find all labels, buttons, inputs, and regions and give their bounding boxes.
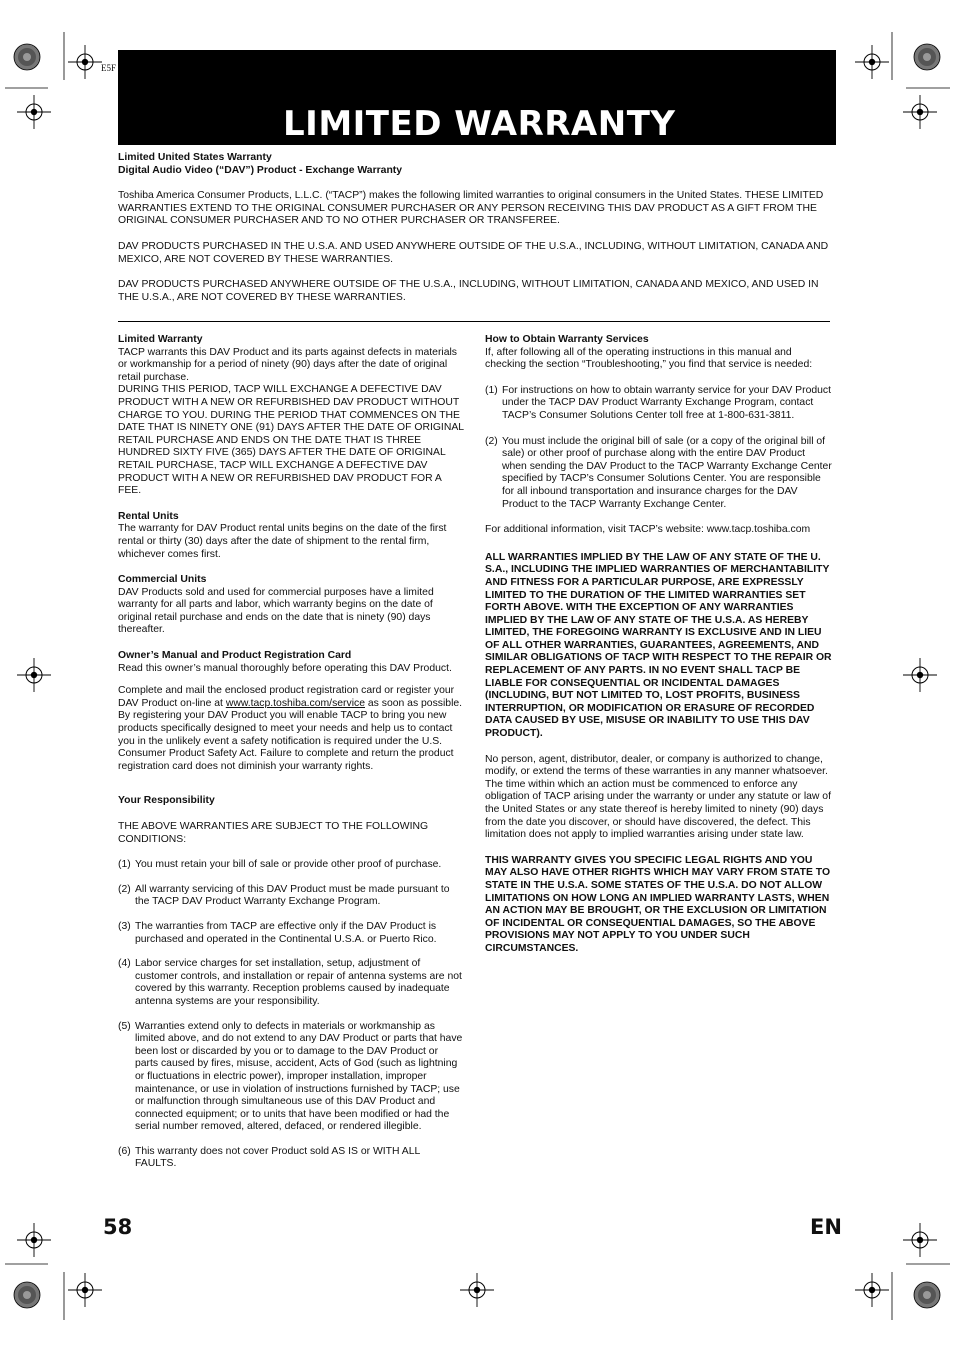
list-number: (1) [485, 384, 498, 396]
list-item [485, 436, 832, 512]
body-text: For additional information, visit TACP’s website: www.tacp.toshiba.com [485, 524, 811, 536]
section-heading: Owner’s Manual and Product Registration Card [118, 650, 352, 662]
language-label: EN [810, 1215, 842, 1239]
page-title: LIMITED WARRANTY [283, 104, 676, 144]
body-text: Read this owner’s manual thoroughly before operating this DAV Product. [118, 662, 452, 674]
body-text: DAV Products sold and used for commercial purposes have a limited warranty for all parts and labor, which warranty begins on the date of original retail purchase and ends on the date that is ninety (90) days thereafter. [118, 586, 434, 636]
section-heading: Limited Warranty [118, 334, 203, 345]
body-text: Complete and mail the enclosed product registration card or register your DAV Product on-line at [118, 685, 455, 709]
section-divider [118, 321, 830, 322]
registration-mark-icon [68, 45, 102, 79]
list-number: (5) [118, 1020, 131, 1032]
list-number: (6) [118, 1145, 131, 1157]
body-text [118, 685, 464, 773]
left-column [118, 334, 464, 1171]
registration-mark-icon [855, 1273, 889, 1307]
list-text: You must retain your bill of sale or provide other proof of purchase. [135, 859, 442, 871]
registration-mark-icon [460, 1273, 494, 1307]
list-item [118, 958, 464, 1008]
registration-mark-icon [68, 1273, 102, 1307]
list-item [118, 1021, 464, 1134]
body-text: If, after following all of the operating instructions in this manual and checking the section “Troubleshooting,” you find that service is needed: [485, 346, 813, 371]
intro-paragraph: DAV PRODUCTS PURCHASED IN THE U.S.A. AND USED ANYWHERE OUTSIDE OF THE U.S.A., INCLUDING, WITHOUT LIMITATION, CANADA AND MEXICO, ARE NOT COVERED BY THESE WARRANTIES. [118, 240, 829, 265]
list-text: Labor service charges for set installation, setup, adjustment of customer controls, and installation or repair of antenna systems are not covered by this warranty. Reception problems caused by inadequate antenna systems are your responsibility. [135, 958, 462, 1007]
list-number: (3) [118, 920, 131, 932]
star-target-icon [14, 1282, 40, 1308]
registration-mark-icon [17, 658, 51, 692]
list-text: This warranty does not cover Product sold AS IS or WITH ALL FAULTS. [135, 1145, 420, 1170]
title-banner [118, 50, 836, 145]
intro-subheading: Digital Audio Video (“DAV”) Product - Exchange Warranty [118, 164, 403, 176]
section-heading: Commercial Units [118, 574, 207, 586]
list-number: (1) [118, 859, 131, 871]
body-text: TACP warrants this DAV Product and its parts against defects in materials or workmanship for a period of ninety (90) days after the date of original retail purchase. [118, 346, 457, 383]
body-text: THE ABOVE WARRANTIES ARE SUBJECT TO THE FOLLOWING CONDITIONS: [118, 821, 429, 845]
registration-mark-icon [17, 1223, 51, 1257]
star-target-icon [914, 1282, 940, 1308]
list-item [118, 859, 464, 872]
list-item [485, 385, 832, 423]
registration-mark-icon [903, 95, 937, 129]
section-heading: Your Responsibility [118, 795, 215, 807]
star-target-icon [914, 44, 940, 70]
body-text: DURING THIS PERIOD, TACP WILL EXCHANGE A DEFECTIVE DAV PRODUCT WITH A NEW OR REFURBISHED DAV PRODUCT WITHOUT CHARGE TO YOU. DURING THE PERIOD THAT COMMENCES ON THE DATE THAT IS NINETY ONE (91) DAYS AFTER THE DATE OF ORIGINAL RETAIL PURCHASE AND ENDS ON THE DATE THAT IS THREE HUNDRED SIXTY FIVE (365) DAYS AFTER THE DATE OF ORIGINAL RETAIL PURCHASE, TACP WILL EXCHANGE A DEFECTIVE DAV PRODUCT WITH A NEW OR REFURBISHED DAV PRODUCT FOR A FEE. [118, 384, 464, 497]
registration-mark-icon [855, 45, 889, 79]
registration-mark-icon [903, 1223, 937, 1257]
list-item [118, 884, 464, 909]
intro-heading: Limited United States Warranty [118, 152, 272, 163]
registration-mark-icon [17, 95, 51, 129]
registration-mark-icon [903, 658, 937, 692]
body-text: No person, agent, distributor, dealer, or company is authorized to change, modify, or extend the terms of these warranties in any manner whatsoever. The time within which an action must be commenced to enforce any obligation of TACP arising under the warranty or under any statute or law of the United States or any state thereof is hereby limited to ninety (90) days from the date you discover, or should have discovered, the defect. This limitation does not apply to implied warranties arising under state law. [485, 753, 831, 841]
list-text: For instructions on how to obtain warranty service for your DAV Product under the TACP DAV Product Warranty Exchange Program, contact TACP’s Consumer Solutions Center toll free at 1-800-631-3811. [502, 384, 831, 421]
list-item [118, 921, 464, 946]
star-target-icon [14, 44, 40, 70]
list-text: All warranty servicing of this DAV Product must be made pursuant to the TACP DAV Product Warranty Exchange Program. [135, 883, 450, 908]
intro-paragraph: DAV PRODUCTS PURCHASED ANYWHERE OUTSIDE OF THE U.S.A., INCLUDING, WITHOUT LIMITATION, CANADA AND MEXICO, AND USED IN THE U.S.A., ARE NOT COVERED BY THESE WARRANTIES. [118, 279, 819, 303]
list-text: The warranties from TACP are effective only if the DAV Product is purchased and operated in the Continental U.S.A. or Puerto Rico. [135, 920, 437, 945]
print-code: E5F [101, 63, 117, 73]
body-text: as soon as possible. By registering your DAV Product you will enable TACP to bring you new products specifically designed to meet your needs and help us to contact you in the unlikely event a safety notification is required under the U.S. Consumer Product Safety Act. Failure to complete and return the product registration card does not diminish your warranty rights. [118, 697, 463, 772]
legal-rights-text: THIS WARRANTY GIVES YOU SPECIFIC LEGAL RIGHTS AND YOU MAY ALSO HAVE OTHER RIGHTS WHICH MAY VARY FROM STATE TO STATE IN THE U.S.A. SOME STATES OF THE U.S.A. DO NOT ALLOW LIMITATIONS ON HOW LONG AN IMPLIED WARRANTY LASTS, WHEN AN ACTION MAY BE BROUGHT, OR THE EXCLUSION OR LIMITATION OF INCIDENTAL OR CONSEQUENTIAL DAMAGES, SO THE ABOVE PROVISIONS MAY NOT APPLY TO YOU UNDER SUCH CIRCUMSTANCES. [485, 854, 831, 954]
list-item [118, 1146, 464, 1171]
list-number: (2) [118, 883, 131, 895]
body-text: The warranty for DAV Product rental units begins on the date of the first rental or thirty (30) days after the date of shipment to the rental firm, whichever comes first. [118, 523, 447, 560]
right-column [485, 334, 832, 956]
section-heading: How to Obtain Warranty Services [485, 334, 649, 345]
list-number: (2) [485, 435, 498, 447]
list-text: You must include the original bill of sale (or a copy of the original bill of sale) or other proof of purchase along with the entire DAV Product when sending the DAV Product to the TACP Warranty Exchange Center specified by TACP’s Consumer Solutions Center. You are responsible for all inbound transportation and insurance charges for the DAV Product to the TACP Warranty Exchange Center. [502, 435, 832, 510]
registration-link[interactable]: www.tacp.toshiba.com/service [225, 697, 365, 709]
list-text: Warranties extend only to defects in materials or workmanship as limited above, and do not extend to any DAV Product or parts that have been lost or discarded by you or to damage to the DAV Product or parts caused by fires, misuse, accident, Acts of God (such as lightning or fluctuations in electric power), improper installation, improper maintenance, or use in violation of instructions furnished by TACP; use or malfunction through simultaneous use of this DAV Product and connected equipment; or to units that have been modified or had the serial number removed, altered, defaced, or rendered illegible. [135, 1020, 463, 1133]
list-number: (4) [118, 958, 131, 970]
intro-paragraph: Toshiba America Consumer Products, L.L.C. (“TACP”) makes the following limited warranties to original consumers in the United States. THESE LIMITED WARRANTIES EXTEND TO THE ORIGINAL CONSUMER PURCHASER OR ANY PERSON RECEIVING THIS DAV PRODUCT AS A GIFT FROM THE ORIGINAL CONSUMER PURCHASER AND TO NO OTHER PURCHASER OR TRANSFEREE. [118, 190, 824, 227]
intro-section [118, 152, 832, 304]
section-heading: Rental Units [118, 510, 179, 522]
implied-warranty-text: ALL WARRANTIES IMPLIED BY THE LAW OF ANY STATE OF THE U. S.A., INCLUDING THE IMPLIED WARRANTIES OF MERCHANTABILITY AND FITNESS FOR A PARTICULAR PURPOSE, ARE EXPRESSLY LIMITED TO THE DURATION OF THE LIMITED WARRANTIES SET FORTH ABOVE. WITH THE EXCEPTION OF ANY WARRANTIES IMPLIED BY THE LAW OF ANY STATE OF THE U.S.A. AS HEREBY LIMITED, THE FOREGOING WARRANTY IS EXCLUSIVE AND IN LIEU OF ALL OTHER WARRANTIES, GUARANTEES, AGREEMENTS, AND SIMILAR OBLIGATIONS OF TACP WITH RESPECT TO THE REPAIR OR REPLACEMENT OF ANY PARTS. IN NO EVENT SHALL TACP BE LIABLE FOR CONSEQUENTIAL OR INCIDENTAL DAMAGES (INCLUDING, BUT NOT LIMITED TO, LOST PROFITS, BUSINESS INTERRUPTION, OR MODIFICATION OR ERASURE OF RECORDED DATA CAUSED BY USE, MISUSE OR INABILITY TO USE THIS DAV PRODUCT). [485, 551, 832, 740]
page-number: 58 [103, 1215, 133, 1239]
